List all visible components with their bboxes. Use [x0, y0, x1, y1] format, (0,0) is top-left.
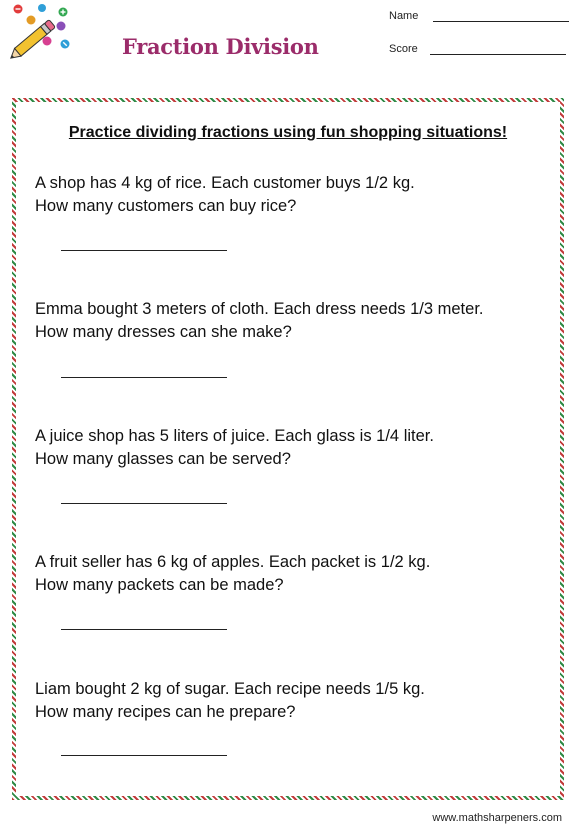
pencil-math-symbols-icon	[4, 2, 76, 64]
question-line: How many packets can be made?	[35, 576, 284, 594]
question-line: Liam bought 2 kg of sugar. Each recipe needs 1/5 kg.	[35, 680, 425, 698]
answer-line-5[interactable]	[61, 755, 227, 756]
question-line: Emma bought 3 meters of cloth. Each dress needs 1/3 meter.	[35, 300, 484, 318]
question-2	[35, 298, 483, 344]
name-field-row	[389, 9, 569, 22]
footer-url: www.mathsharpeners.com	[432, 812, 562, 824]
score-label: Score	[389, 43, 418, 55]
question-4	[35, 551, 430, 597]
worksheet-body	[16, 102, 560, 796]
score-field[interactable]	[430, 42, 566, 55]
score-field-row	[389, 42, 566, 55]
question-line: A shop has 4 kg of rice. Each customer buys 1/2 kg.	[35, 174, 415, 192]
question-5	[35, 678, 425, 724]
instruction-text: Practice dividing fractions using fun shopping situations!	[68, 124, 508, 141]
name-field[interactable]	[433, 9, 569, 22]
question-line: How many glasses can be served?	[35, 450, 291, 468]
answer-line-3[interactable]	[61, 503, 227, 504]
answer-line-1[interactable]	[61, 250, 227, 251]
answer-line-2[interactable]	[61, 377, 227, 378]
question-line: How many recipes can he prepare?	[35, 703, 296, 721]
question-line: How many dresses can she make?	[35, 323, 292, 341]
question-line: A fruit seller has 6 kg of apples. Each packet is 1/2 kg.	[35, 553, 431, 571]
question-3	[35, 425, 434, 471]
answer-line-4[interactable]	[61, 629, 227, 630]
page-title: Fraction Division	[122, 34, 319, 59]
question-1	[35, 172, 415, 218]
worksheet-border	[12, 98, 564, 800]
question-line: A juice shop has 5 liters of juice. Each glass is 1/4 liter.	[35, 427, 434, 445]
name-label: Name	[389, 10, 419, 22]
question-line: How many customers can buy rice?	[35, 197, 297, 215]
